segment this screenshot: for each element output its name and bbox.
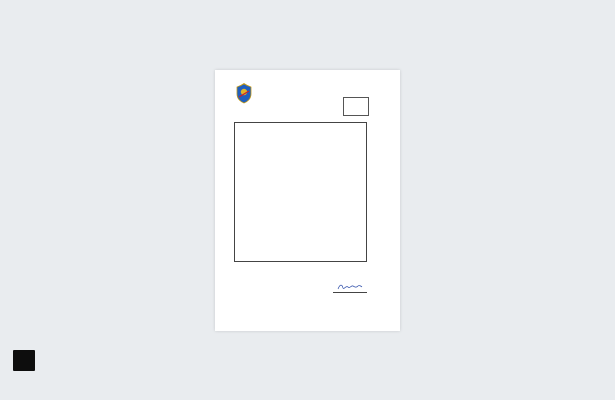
registration-number-box [343, 97, 369, 116]
coat-of-arms-emblem [235, 83, 253, 104]
signature-line [333, 292, 367, 293]
certificate-document [215, 70, 400, 331]
photoshop-icon [13, 350, 35, 371]
registrar-signature [337, 283, 363, 291]
certificate-table [234, 122, 367, 262]
